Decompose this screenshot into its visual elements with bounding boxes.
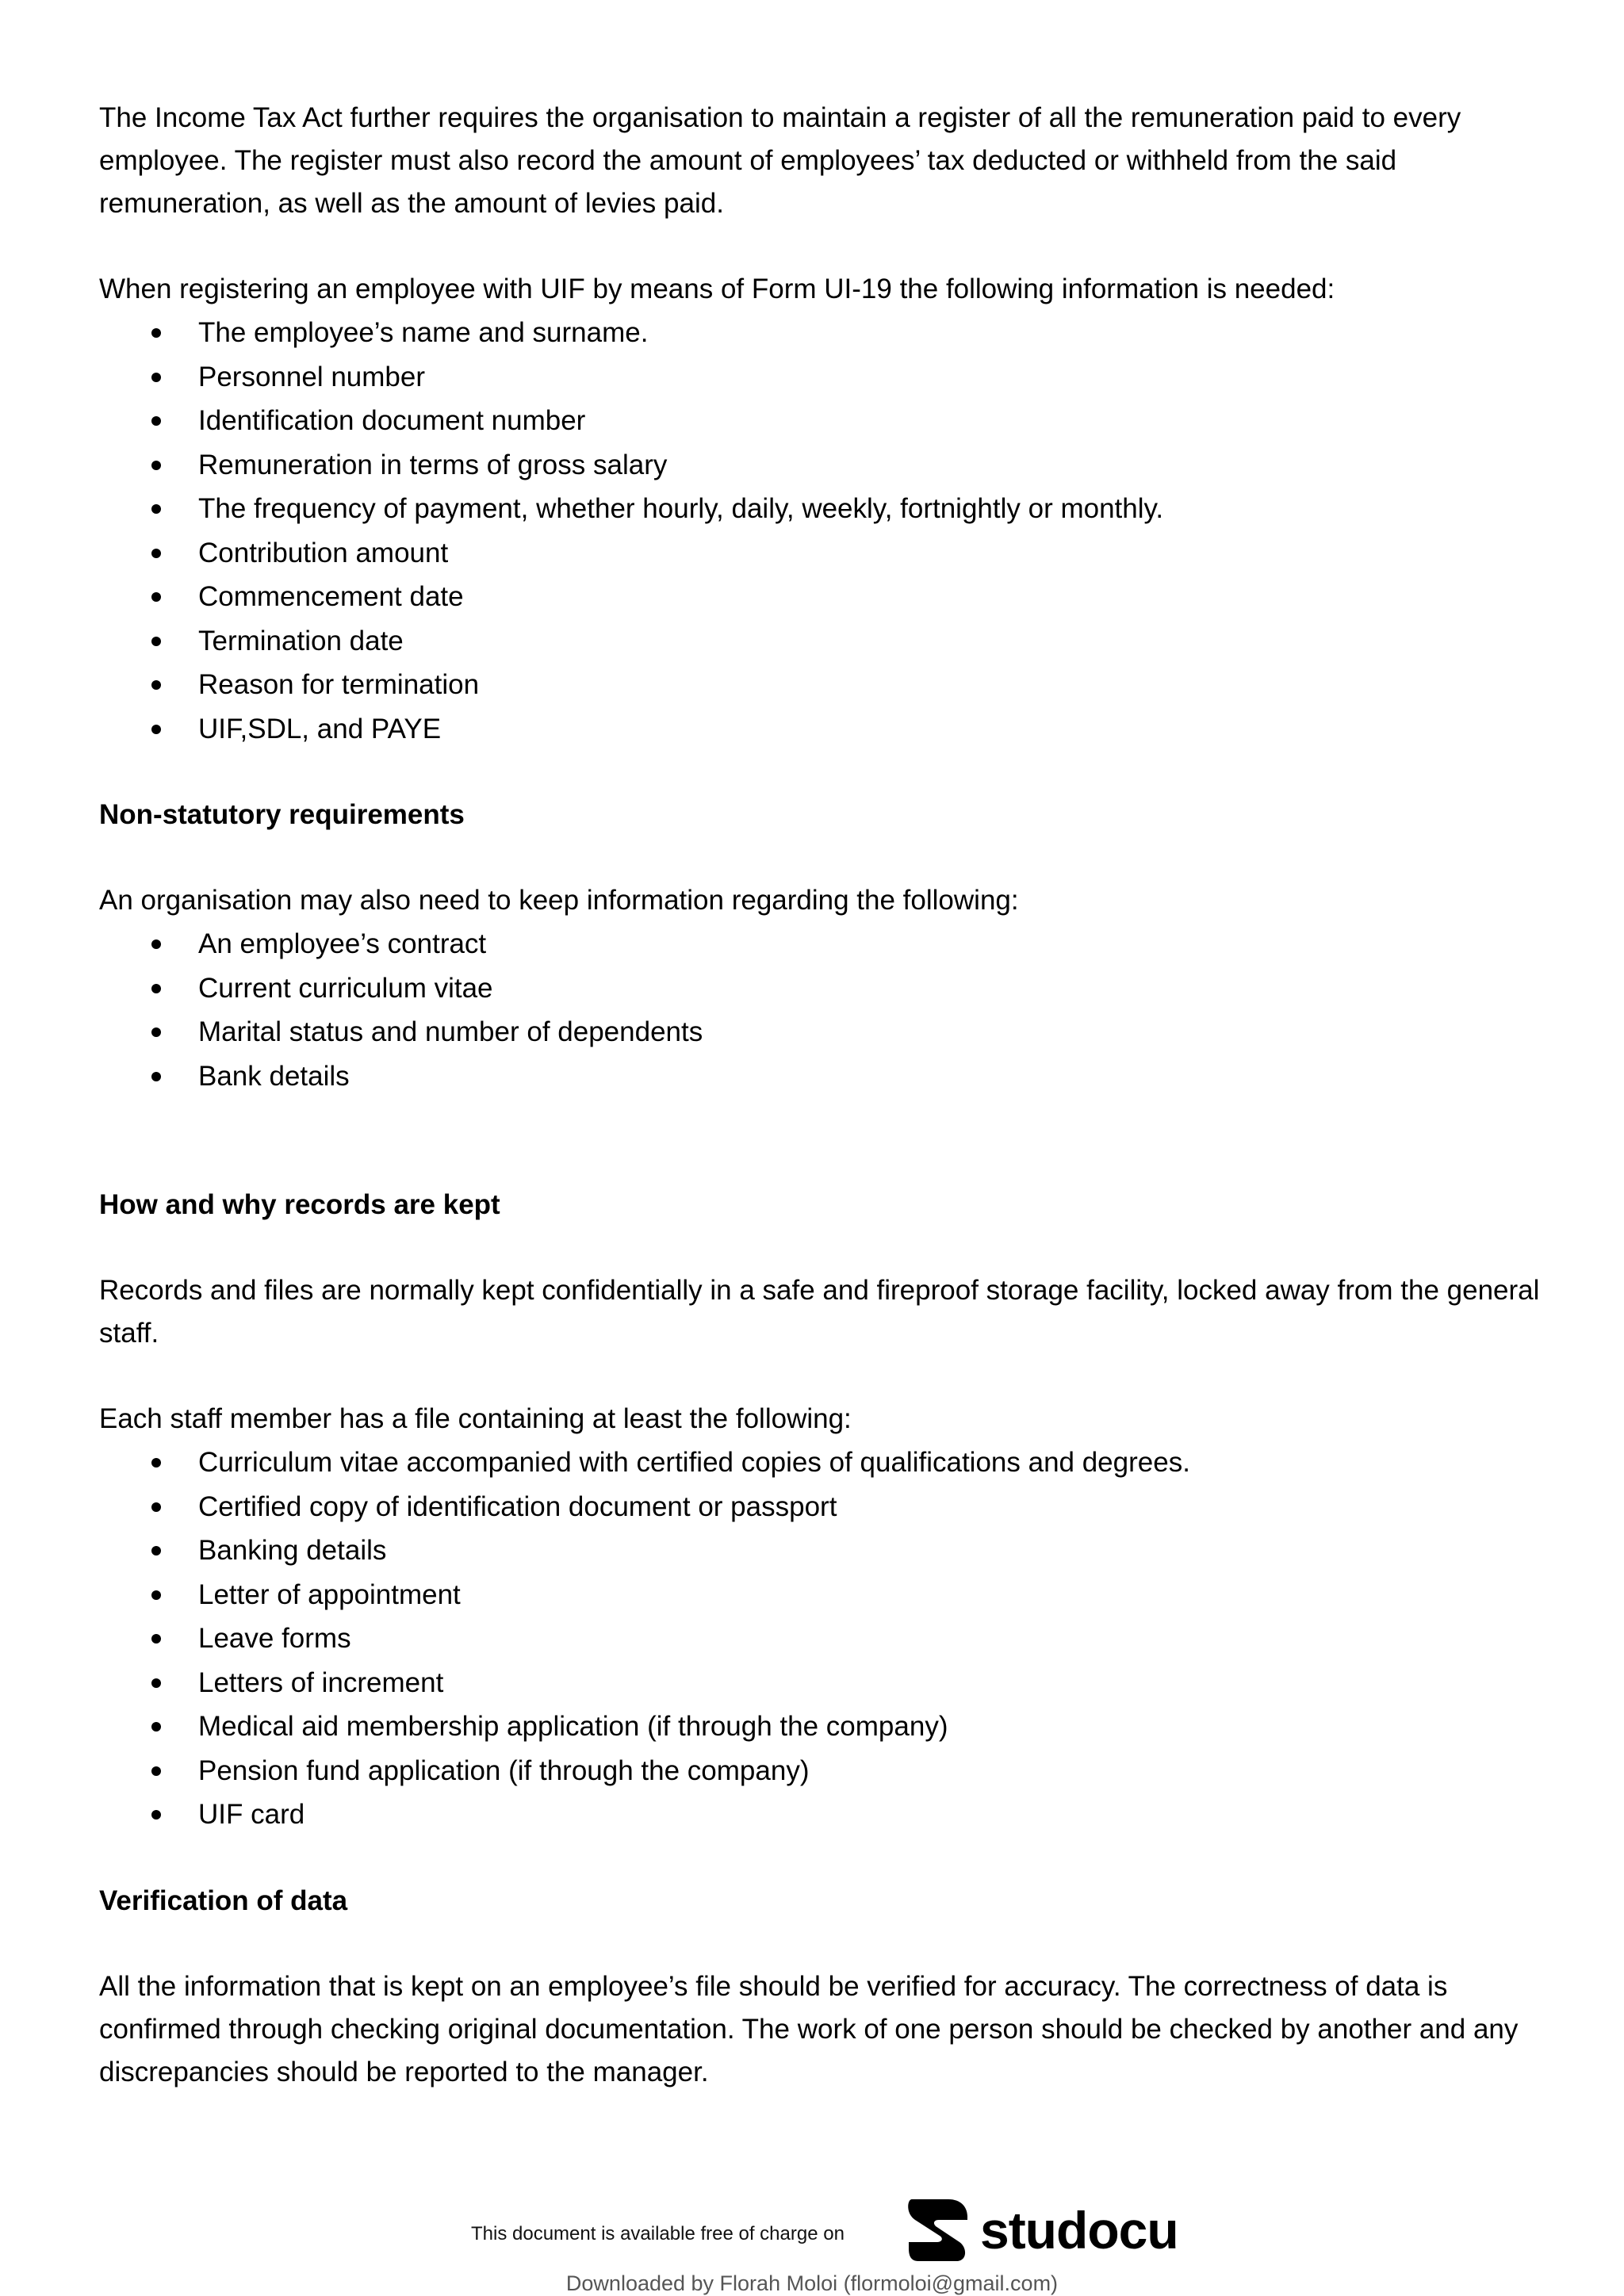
list-item: Identification document number: [99, 399, 1542, 443]
non-statutory-intro: An organisation may also need to keep information regarding the following:: [99, 885, 1019, 916]
download-note: Downloaded by Florah Moloi (flormoloi@gmail.com): [565, 2271, 1059, 2295]
list-item: Leave forms: [99, 1617, 1542, 1661]
intro-paragraph: The Income Tax Act further requires the organisation to maintain a register of all the remuneration paid to every employee. The register must also record the amount of employees’ tax deducted or withheld from the said remuneration, as well as the amount of levies paid.: [99, 102, 1461, 219]
section-heading-non-statutory: Non-statutory requirements: [99, 799, 465, 830]
list-item: Personnel number: [99, 355, 1542, 400]
non-statutory-list: [99, 922, 1542, 1098]
document-body: [99, 97, 1542, 2094]
staff-file-list: [99, 1441, 1542, 1837]
availability-note: This document is available free of charge on: [471, 2223, 845, 2244]
studocu-wordmark: studocu: [980, 2201, 1178, 2260]
list-item: Bank details: [99, 1054, 1542, 1099]
section-heading-records: How and why records are kept: [99, 1189, 500, 1220]
list-item: Letter of appointment: [99, 1573, 1542, 1617]
list-item: Letters of increment: [99, 1661, 1542, 1705]
list-item: Remuneration in terms of gross salary: [99, 443, 1542, 488]
list-item: Curriculum vitae accompanied with certified copies of qualifications and degrees.: [99, 1441, 1542, 1485]
studocu-footer: [0, 2188, 1624, 2283]
records-paragraph: Records and files are normally kept confidentially in a safe and fireproof storage facility, locked away from the general staff.: [99, 1275, 1540, 1349]
list-item: Commencement date: [99, 575, 1542, 619]
list-item: Banking details: [99, 1529, 1542, 1573]
list-item: Contribution amount: [99, 531, 1542, 576]
section-heading-verification: Verification of data: [99, 1885, 348, 1916]
list-item: UIF card: [99, 1793, 1542, 1837]
list-item: Reason for termination: [99, 663, 1542, 707]
list-item: Medical aid membership application (if through the company): [99, 1705, 1542, 1749]
studocu-logo-icon: [904, 2196, 972, 2264]
list-item: An employee’s contract: [99, 922, 1542, 966]
list-item: Pension fund application (if through the company): [99, 1749, 1542, 1793]
list-item: The frequency of payment, whether hourly, daily, weekly, fortnightly or monthly.: [99, 487, 1542, 531]
staff-file-intro: Each staff member has a file containing at least the following:: [99, 1403, 852, 1434]
list-item: The employee’s name and surname.: [99, 311, 1542, 355]
list-item: Current curriculum vitae: [99, 966, 1542, 1011]
uif-list: [99, 311, 1542, 751]
list-item: UIF,SDL, and PAYE: [99, 707, 1542, 752]
list-item: Certified copy of identification document or passport: [99, 1485, 1542, 1529]
uif-intro: When registering an employee with UIF by means of Form UI-19 the following information is needed:: [99, 274, 1335, 304]
studocu-link[interactable]: [904, 2196, 1178, 2264]
list-item: Termination date: [99, 619, 1542, 664]
list-item: Marital status and number of dependents: [99, 1010, 1542, 1054]
verification-paragraph: All the information that is kept on an employee’s file should be verified for accuracy. The correctness of data is confirmed through checking original documentation. The work of one person should be checked by another and any discrepancies should be reported to the manager.: [99, 1970, 1519, 2087]
